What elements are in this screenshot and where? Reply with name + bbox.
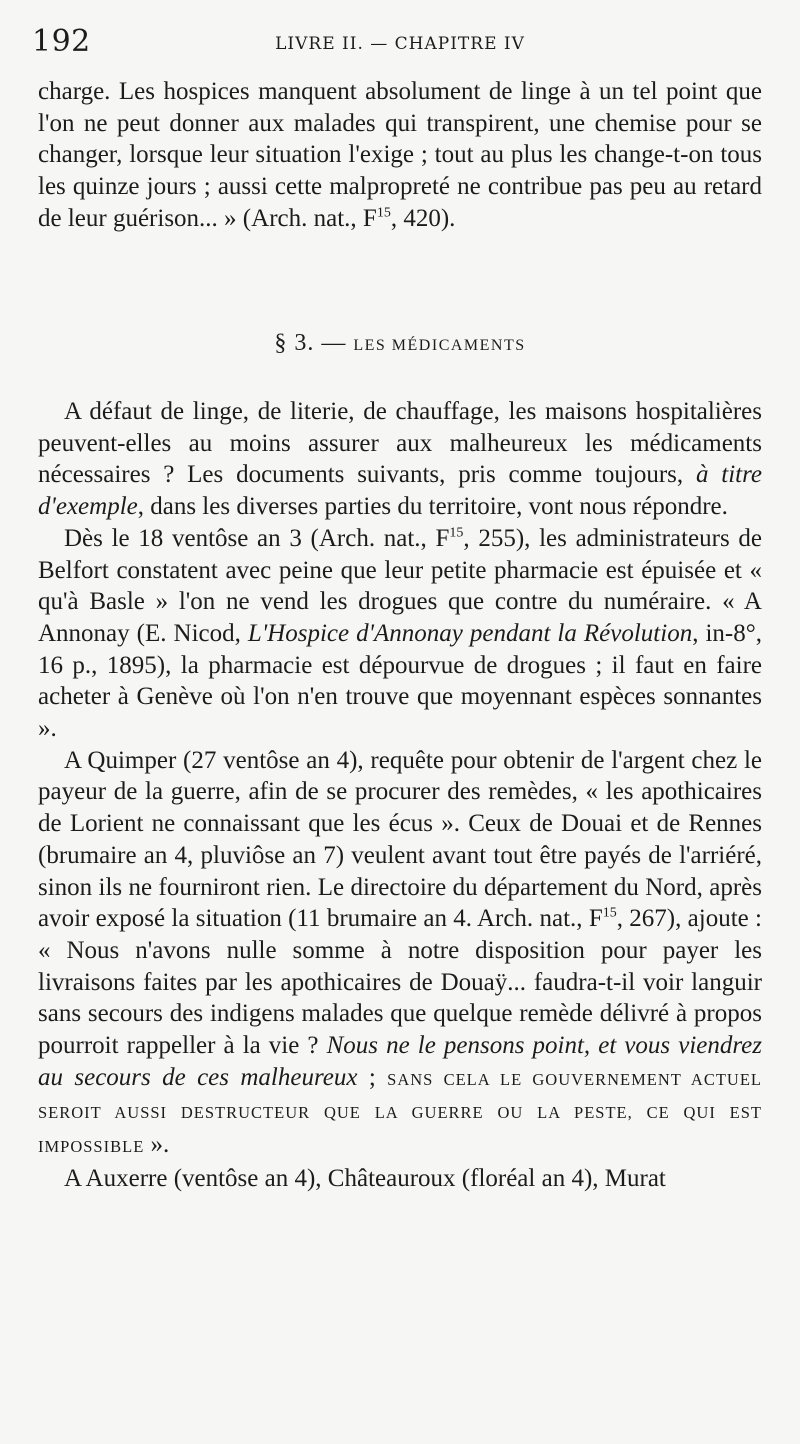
paragraph [38,396,762,523]
paragraph-text: , in-8°, 16 p., 1895), la pharmacie est dépourvue de drogues ; il faut en faire acheter à Genève où l'on n'en trouve que moyennant espèces sonnantes ». [38,619,762,743]
italic-text: Nous ne le pensons point, et vous viendrez au secours de ces malheureux [38,1032,763,1091]
smallcaps-text: SANS CELA LE GOUVERNEMENT ACTUEL SEROIT AUSSI DESTRUCTEUR QUE LA GUERRE OU LA PESTE, CE QUI EST IMPOSSIBLE [38,1069,762,1157]
text-block-top [38,76,762,235]
page-number: 192 [32,24,91,59]
paragraph [38,745,762,1163]
paragraph-text: , 255), les administrateurs de Belfort constatent avec peine que leur petite pharmacie est épuisée et « qu'à Basle » l'on ne vend les drogues que contre du numéraire. « A Annonay (E. Nicod, [38,524,762,647]
paragraph-text: ; [357,1063,388,1091]
paragraph [38,1163,762,1195]
paragraph-text-end: , 420). [390,204,456,232]
italic-title: L'Hospice d'Annonay pendant la Révolution [247,619,693,647]
italic-text: à titre d'exemple [38,461,762,521]
paragraph-text: , 267), ajoute : « Nous n'avons nulle somme à notre disposition pour payer les livraisons faites par les apothicaires de Douaÿ... faudra-t-il voir languir sans secours des indigens malades que quelque remède délivré à propos pourroit rappeller à la vie ? [38,905,762,1060]
superscript: 15 [449,525,464,541]
section-heading [0,330,800,357]
section-title: LES MÉDICAMENTS [353,337,526,354]
paragraph [38,523,762,745]
paragraph-text: charge. Les hospices manquent absolument de linge à un tel point que l'on ne peut donner aux malades qui transpirent, une chemise pour se changer, lorsque leur situation l'exige ; tout au plus les change-t-on tous les quinze jours ; aussi cette malpropreté ne contribue pas peu au retard de leur guérison... » (Arch. nat., F [38,78,762,232]
section-mark: § 3. — [274,330,347,356]
superscript: 15 [602,905,617,921]
paragraph-text: A Auxerre (ventôse an 4), Châteauroux (floréal an 4), Murat [64,1164,666,1192]
paragraph-text: ». [144,1131,170,1159]
running-head: LIVRE II. — CHAPITRE IV [275,34,525,54]
paragraph-text: A défaut de linge, de literie, de chauffage, les maisons hospitalières peuvent-elles au moins assurer aux malheureux les médicaments nécessaires ? Les documents suivants, pris comme toujours, [38,398,762,489]
paragraph-text: A Quimper (27 ventôse an 4), requête pour obtenir de l'argent chez le payeur de la guerre, afin de se procurer des remèdes, « les apothicaires de Lorient ne connaissant que les écus ». Ceux de Douai et de Rennes (brumaire an 4, pluviôse an 7) veulent avant tout être payés de l'arriéré, sinon ils ne fourniront rien. Le directoire du département du Nord, après avoir exposé la situation (11 brumaire an 4. Arch. nat., F [38,746,762,933]
paragraph-text: Dès le 18 ventôse an 3 (Arch. nat., F [64,524,450,552]
superscript: 15 [376,205,391,221]
paragraph-text: , dans les diverses parties du territoire, vont nous répondre. [137,493,728,521]
paragraph-continued [38,76,762,235]
text-block-main [38,396,762,1195]
